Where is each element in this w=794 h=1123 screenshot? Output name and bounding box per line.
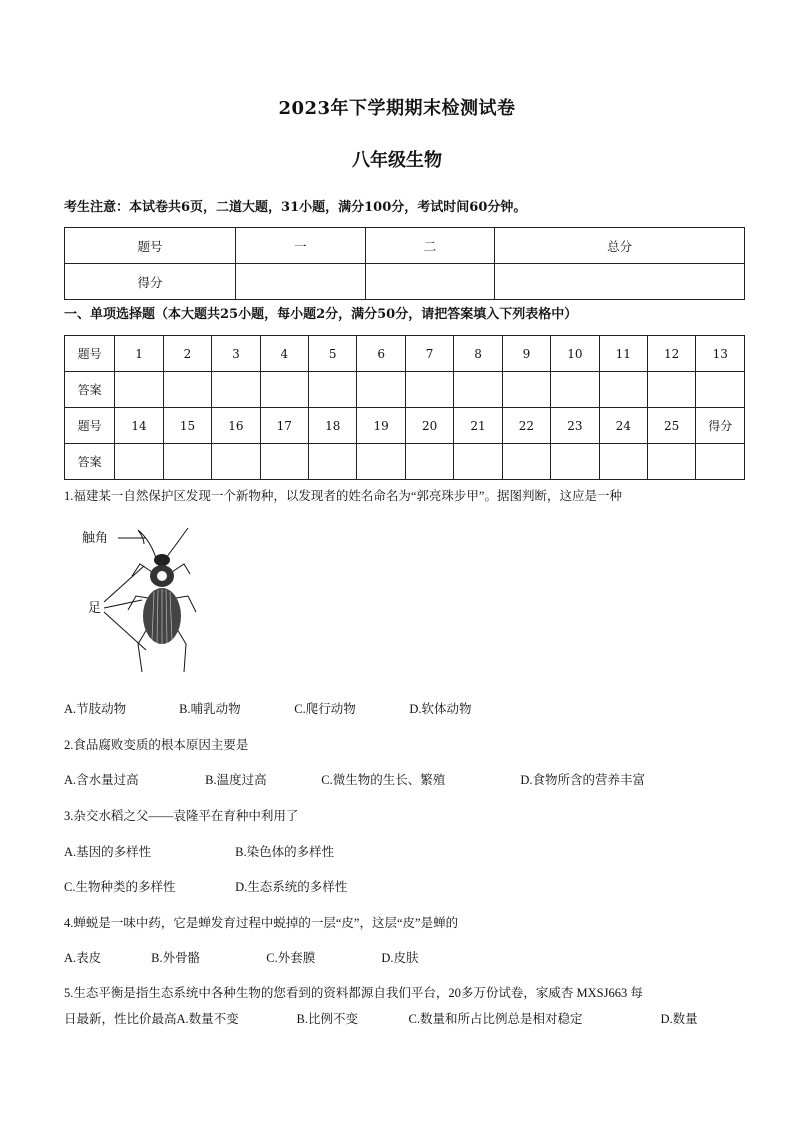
question-number-cell: 8 (454, 336, 502, 372)
option-c[interactable]: C.爬行动物 (294, 702, 356, 716)
row-label-answer: 答案 (65, 444, 115, 480)
score-header-cell: 一 (236, 228, 366, 264)
question-number-cell: 13 (696, 336, 745, 372)
question-number-cell: 5 (309, 336, 357, 372)
score-input-cell[interactable] (365, 264, 495, 300)
answer-table (64, 335, 745, 480)
answer-cell[interactable] (599, 372, 647, 408)
question-number-cell: 20 (405, 408, 453, 444)
leg-leader-line-2 (104, 600, 142, 608)
question-5-stem-continued: 日最新，性比价最高 (64, 1012, 177, 1026)
score-table (64, 227, 745, 300)
answer-cell[interactable] (502, 372, 550, 408)
question-1-options (64, 699, 472, 717)
table-row (65, 444, 745, 480)
answer-cell[interactable] (599, 444, 647, 480)
exam-title: 2023年下学期期末检测试卷 (278, 98, 516, 119)
question-number-cell: 14 (115, 408, 163, 444)
question-number-cell: 19 (357, 408, 405, 444)
answer-cell[interactable] (551, 444, 599, 480)
answer-cell[interactable] (212, 372, 260, 408)
label-antenna: 触角 (82, 530, 109, 545)
label-leg: 足 (88, 600, 102, 615)
option-c[interactable]: C.生物种类的多样性 (64, 880, 176, 894)
option-b[interactable]: B.染色体的多样性 (235, 845, 335, 859)
answer-cell[interactable] (260, 372, 308, 408)
section-title: 一、单项选择题（本大题共25小题，每小题2分，满分50分，请把答案填入下列表格中） (64, 307, 578, 322)
answer-cell[interactable] (163, 372, 211, 408)
option-c[interactable]: C.数量和所占比例总是相对稳定 (408, 1012, 583, 1026)
answer-cell[interactable] (260, 444, 308, 480)
option-a[interactable]: A.含水量过高 (64, 773, 139, 787)
question-4-stem: 4.蝉蜕是一味中药，它是蝉发育过程中蜕掉的一层“皮”，这层“皮”是蝉的 (64, 916, 459, 930)
question-number-cell: 3 (212, 336, 260, 372)
question-number-cell: 16 (212, 408, 260, 444)
question-number-cell: 12 (647, 336, 695, 372)
answer-cell[interactable] (696, 372, 745, 408)
row-label-number: 题号 (65, 336, 115, 372)
answer-cell[interactable] (212, 444, 260, 480)
row-label-number: 题号 (65, 408, 115, 444)
question-number-cell: 9 (502, 336, 550, 372)
question-number-cell: 11 (599, 336, 647, 372)
score-header-cell: 二 (365, 228, 495, 264)
option-a[interactable]: A.数量不变 (176, 1012, 239, 1026)
score-header-cell: 总分 (495, 228, 745, 264)
score-label-cell: 得分 (696, 408, 745, 444)
question-number-cell: 6 (357, 336, 405, 372)
beetle-thorax-highlight (157, 571, 167, 581)
question-2-options (64, 770, 645, 788)
option-d[interactable]: D.软体动物 (409, 702, 472, 716)
question-number-cell: 1 (115, 336, 163, 372)
score-header-cell: 题号 (65, 228, 236, 264)
answer-cell[interactable] (405, 444, 453, 480)
leg-front-right (172, 564, 190, 574)
answer-cell[interactable] (551, 372, 599, 408)
leg-leader-line-3 (104, 612, 146, 650)
option-c[interactable]: C.外套膜 (266, 951, 316, 965)
question-number-cell: 7 (405, 336, 453, 372)
option-a[interactable]: A.表皮 (64, 951, 102, 965)
table-row (65, 228, 745, 264)
answer-cell[interactable] (309, 444, 357, 480)
option-d[interactable]: D.生态系统的多样性 (235, 880, 348, 894)
option-a[interactable]: A.基因的多样性 (64, 845, 152, 859)
question-number-cell: 22 (502, 408, 550, 444)
answer-cell[interactable] (357, 444, 405, 480)
table-row (65, 264, 745, 300)
question-number-cell: 18 (309, 408, 357, 444)
exam-notice: 考生注意：本试卷共6页，二道大题，31小题，满分100分，考试时间60分钟。 (64, 200, 527, 215)
answer-cell[interactable] (115, 372, 163, 408)
answer-cell[interactable] (454, 444, 502, 480)
score-input-cell[interactable] (696, 444, 745, 480)
option-b[interactable]: B.温度过高 (205, 773, 267, 787)
question-1-stem: 1.福建某一自然保护区发现一个新物种，以发现者的姓名命名为“郭亮珠步甲”。据图判断，这应是一种 (64, 489, 622, 503)
option-c[interactable]: C.微生物的生长、繁殖 (321, 773, 446, 787)
answer-cell[interactable] (647, 444, 695, 480)
score-row-label: 得分 (65, 264, 236, 300)
question-4-options (64, 948, 419, 966)
question-5-options (64, 1009, 698, 1027)
question-number-cell: 4 (260, 336, 308, 372)
question-number-cell: 24 (599, 408, 647, 444)
antenna-left (138, 530, 156, 558)
answer-cell[interactable] (115, 444, 163, 480)
question-number-cell: 21 (454, 408, 502, 444)
table-row (65, 336, 745, 372)
table-row (65, 408, 745, 444)
option-b[interactable]: B.比例不变 (296, 1012, 358, 1026)
score-input-cell[interactable] (236, 264, 366, 300)
score-input-cell[interactable] (495, 264, 745, 300)
question-number-cell: 2 (163, 336, 211, 372)
question-number-cell: 15 (163, 408, 211, 444)
question-3-options-row1 (64, 842, 334, 860)
question-number-cell: 23 (551, 408, 599, 444)
beetle-figure (74, 520, 224, 680)
question-3-options-row2 (64, 877, 347, 895)
option-b[interactable]: B.外骨骼 (151, 951, 201, 965)
option-d[interactable]: D.数量 (660, 1012, 698, 1026)
option-b[interactable]: B.哺乳动物 (179, 702, 241, 716)
antenna-right (166, 528, 188, 558)
answer-cell[interactable] (163, 444, 211, 480)
beetle-head (154, 554, 170, 566)
answer-cell[interactable] (309, 372, 357, 408)
question-number-cell: 25 (647, 408, 695, 444)
answer-cell[interactable] (405, 372, 453, 408)
row-label-answer: 答案 (65, 372, 115, 408)
answer-cell[interactable] (502, 444, 550, 480)
question-number-cell: 17 (260, 408, 308, 444)
option-d[interactable]: D.食物所含的营养丰富 (520, 773, 646, 787)
exam-subtitle: 八年级生物 (352, 150, 442, 171)
option-d[interactable]: D.皮肤 (381, 951, 419, 965)
answer-cell[interactable] (647, 372, 695, 408)
answer-cell[interactable] (454, 372, 502, 408)
question-3-stem: 3.杂交水稻之父——袁隆平在育种中利用了 (64, 809, 299, 823)
answer-cell[interactable] (357, 372, 405, 408)
table-row (65, 372, 745, 408)
question-number-cell: 10 (551, 336, 599, 372)
question-5-stem: 5.生态平衡是指生态系统中各种生物的您看到的资料都源自我们平台，20多万份试卷，家威杏 MXSJ663 每 (64, 986, 643, 1000)
option-a[interactable]: A.节肢动物 (64, 702, 127, 716)
question-2-stem: 2.食品腐败变质的根本原因主要是 (64, 738, 249, 752)
